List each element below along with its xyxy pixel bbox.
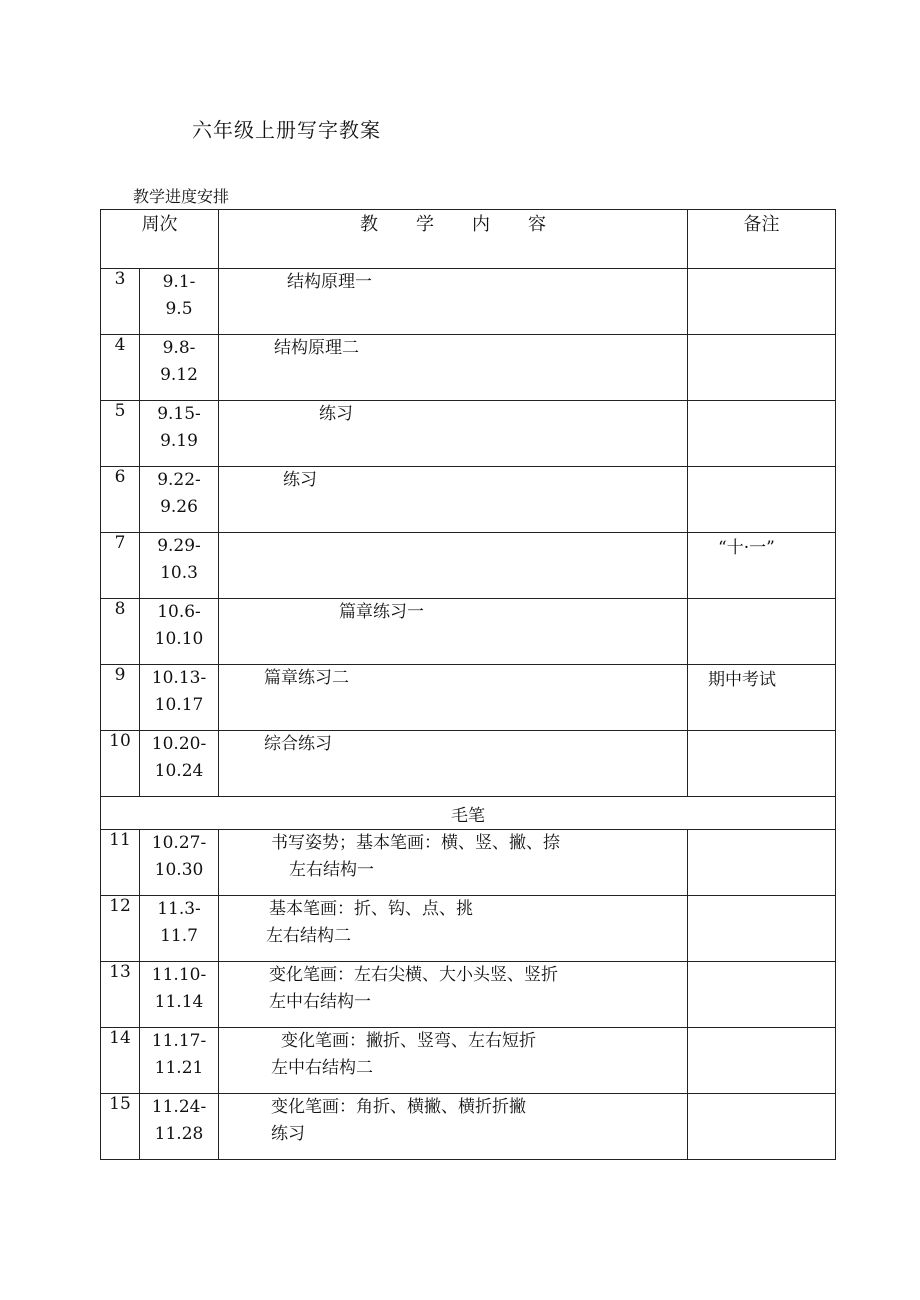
- week-cell: 3: [101, 269, 140, 335]
- note-cell: [688, 335, 836, 401]
- content-cell: 篇章练习一: [219, 599, 688, 665]
- week-cell: 12: [101, 896, 140, 962]
- note-cell: “十·一”: [688, 533, 836, 599]
- note-cell: [688, 731, 836, 797]
- date-cell: 11.24- 11.28: [140, 1094, 219, 1160]
- header-week: 周次: [101, 210, 219, 269]
- section-separator-row: [101, 797, 836, 830]
- date-cell: 11.3- 11.7: [140, 896, 219, 962]
- table-row: [101, 335, 836, 401]
- document-title: 六年级上册写字教案: [192, 118, 381, 142]
- table-row: [101, 1094, 836, 1160]
- table-row: [101, 269, 836, 335]
- content-cell: 综合练习: [219, 731, 688, 797]
- note-cell: [688, 830, 836, 896]
- content-cell: 变化笔画：左右尖横、大小头竖、竖折 左中右结构一: [219, 962, 688, 1028]
- date-cell: 11.17- 11.21: [140, 1028, 219, 1094]
- note-cell: [688, 1028, 836, 1094]
- table-row: [101, 962, 836, 1028]
- table-row: [101, 731, 836, 797]
- week-cell: 10: [101, 731, 140, 797]
- content-cell: 练习: [219, 467, 688, 533]
- week-cell: 7: [101, 533, 140, 599]
- content-cell: 基本笔画：折、钩、点、挑 左右结构二: [219, 896, 688, 962]
- week-cell: 5: [101, 401, 140, 467]
- date-cell: 9.15- 9.19: [140, 401, 219, 467]
- content-cell: 变化笔画：角折、横撇、横折折撇 练习: [219, 1094, 688, 1160]
- content-cell: 篇章练习二: [219, 665, 688, 731]
- week-cell: 15: [101, 1094, 140, 1160]
- note-cell: [688, 401, 836, 467]
- table-row: [101, 533, 836, 599]
- date-cell: 9.1- 9.5: [140, 269, 219, 335]
- content-cell: 书写姿势；基本笔画：横、竖、撇、捺 左右结构一: [219, 830, 688, 896]
- date-cell: 11.10- 11.14: [140, 962, 219, 1028]
- week-cell: 8: [101, 599, 140, 665]
- content-cell: [219, 533, 688, 599]
- content-cell: 练习: [219, 401, 688, 467]
- week-cell: 13: [101, 962, 140, 1028]
- week-cell: 14: [101, 1028, 140, 1094]
- note-cell: [688, 896, 836, 962]
- header-content: 教学内容: [219, 210, 688, 269]
- content-cell: 结构原理二: [219, 335, 688, 401]
- table-row: [101, 1028, 836, 1094]
- date-cell: 9.22- 9.26: [140, 467, 219, 533]
- note-cell: 期中考试: [688, 665, 836, 731]
- table-row: [101, 467, 836, 533]
- header-note: 备注: [688, 210, 836, 269]
- section-label: 教学进度安排: [133, 187, 230, 206]
- table-row: [101, 896, 836, 962]
- table-row: [101, 830, 836, 896]
- date-cell: 9.29- 10.3: [140, 533, 219, 599]
- week-cell: 9: [101, 665, 140, 731]
- date-cell: 10.27- 10.30: [140, 830, 219, 896]
- note-cell: [688, 467, 836, 533]
- table-header-row: [101, 210, 836, 269]
- note-cell: [688, 962, 836, 1028]
- table-row: [101, 665, 836, 731]
- date-cell: 9.8- 9.12: [140, 335, 219, 401]
- date-cell: 10.13- 10.17: [140, 665, 219, 731]
- table-row: [101, 401, 836, 467]
- separator-label: 毛笔: [101, 797, 836, 830]
- week-cell: 6: [101, 467, 140, 533]
- date-cell: 10.6- 10.10: [140, 599, 219, 665]
- content-cell: 变化笔画：撇折、竖弯、左右短折 左中右结构二: [219, 1028, 688, 1094]
- table-row: [101, 599, 836, 665]
- note-cell: [688, 269, 836, 335]
- week-cell: 11: [101, 830, 140, 896]
- week-cell: 4: [101, 335, 140, 401]
- note-cell: [688, 1094, 836, 1160]
- content-cell: 结构原理一: [219, 269, 688, 335]
- date-cell: 10.20- 10.24: [140, 731, 219, 797]
- note-cell: [688, 599, 836, 665]
- schedule-table: [100, 209, 836, 1160]
